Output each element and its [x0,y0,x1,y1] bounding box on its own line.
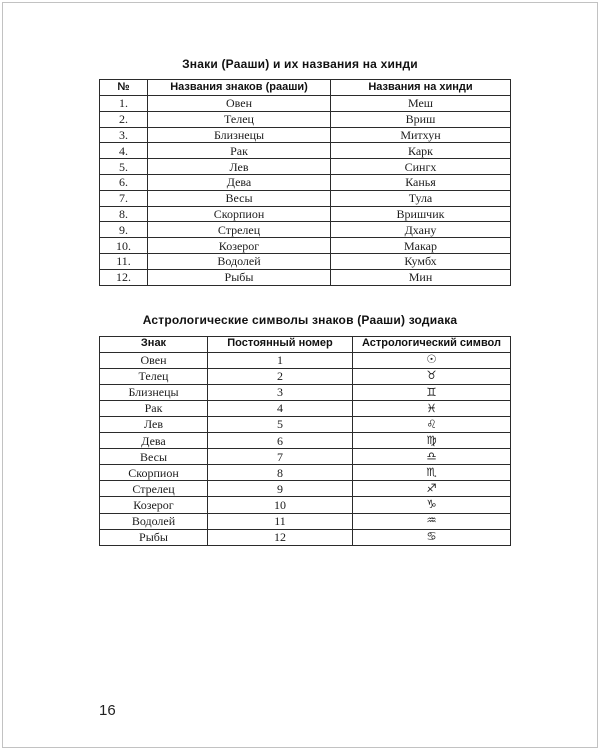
table-row [100,206,511,222]
table-cell: Сингх [331,159,511,175]
column-header-sign-names: Названия знаков (рааши) [148,80,331,96]
table-cell: Карк [331,143,511,159]
table-cell: ♏ [353,465,511,481]
table-cell: Рыбы [148,269,331,285]
table-cell: 10 [208,497,353,513]
table-cell: 5. [100,159,148,175]
table-cell: 8. [100,206,148,222]
table-row [100,400,511,416]
table-cell: 8 [208,465,353,481]
table-cell: 1 [208,352,353,368]
table-header-row [100,336,511,352]
column-header-permanent-number: Постоянный номер [208,336,353,352]
table-cell: Меш [331,96,511,112]
table-row [100,529,511,545]
table-cell: Митхун [331,127,511,143]
table-cell: 11 [208,513,353,529]
table-row [100,497,511,513]
table-cell: Рак [100,400,208,416]
table-row [100,190,511,206]
rashi-names-table [99,79,511,286]
table-cell: 3 [208,384,353,400]
table-cell: Стрелец [148,222,331,238]
table-row [100,433,511,449]
table-cell: ♋ [353,529,511,545]
table-cell: Весы [148,190,331,206]
table-cell: 1. [100,96,148,112]
table-cell: Рак [148,143,331,159]
table-cell: Мин [331,269,511,285]
table-cell: Вришчик [331,206,511,222]
table-row [100,481,511,497]
table-row [100,352,511,368]
table-cell: Козерог [100,497,208,513]
page [0,57,600,546]
column-header-hindi-names: Названия на хинди [331,80,511,96]
table-cell: ♑ [353,497,511,513]
table-cell: Кумбх [331,253,511,269]
table-cell: 4. [100,143,148,159]
table-cell: 5 [208,416,353,432]
table-cell: Телец [148,111,331,127]
table-cell: Дева [100,433,208,449]
table-cell: Стрелец [100,481,208,497]
table-row [100,111,511,127]
table-row [100,143,511,159]
table-cell: Водолей [148,253,331,269]
table-cell: 3. [100,127,148,143]
table-row [100,222,511,238]
table-cell: Канья [331,174,511,190]
table-cell: Макар [331,238,511,254]
table-cell: 11. [100,253,148,269]
table-cell: Весы [100,449,208,465]
table-header-row [100,80,511,96]
table-cell: ♎ [353,449,511,465]
table-cell: Рыбы [100,529,208,545]
table-row [100,416,511,432]
table-row [100,513,511,529]
column-header-sign: Знак [100,336,208,352]
table-cell: ♐ [353,481,511,497]
table-row [100,159,511,175]
rashi-symbols-table [99,336,511,546]
table-cell: Овен [148,96,331,112]
table-cell: Лев [100,416,208,432]
table-cell: ♌ [353,416,511,432]
table-row [100,384,511,400]
table-cell: ♒ [353,513,511,529]
table-cell: 12 [208,529,353,545]
table-cell: 9. [100,222,148,238]
table-cell: ♊ [353,384,511,400]
table-cell: Овен [100,352,208,368]
column-header-astro-symbol: Астрологический символ [353,336,511,352]
table-cell: Телец [100,368,208,384]
table-cell: 12. [100,269,148,285]
table-cell: 2 [208,368,353,384]
table-cell: ♍ [353,433,511,449]
table-cell: Вриш [331,111,511,127]
table-row [100,465,511,481]
table-row [100,368,511,384]
table-row [100,174,511,190]
table-cell: Близнецы [148,127,331,143]
table-cell: 10. [100,238,148,254]
table-cell: Козерог [148,238,331,254]
table-cell: 9 [208,481,353,497]
table-cell: 4 [208,400,353,416]
table-cell: 6. [100,174,148,190]
table-row [100,96,511,112]
table-cell: ☉ [353,352,511,368]
table-row [100,449,511,465]
rashi-names-title: Знаки (Рааши) и их названия на хинди [182,57,418,71]
table-cell: ♓ [353,400,511,416]
table-cell: ♉ [353,368,511,384]
table-row [100,269,511,285]
table-cell: Дхану [331,222,511,238]
rashi-symbols-title: Астрологические символы знаков (Рааши) зодиака [142,312,458,327]
table-cell: 6 [208,433,353,449]
table-cell: Скорпион [148,206,331,222]
table-cell: Лев [148,159,331,175]
table-cell: Тула [331,190,511,206]
page-number: 16 [99,702,116,719]
table-cell: 7. [100,190,148,206]
table-cell: Близнецы [100,384,208,400]
table-cell: 7 [208,449,353,465]
table-row [100,238,511,254]
table-row [100,253,511,269]
column-header-number: № [100,80,148,96]
table-cell: Дева [148,174,331,190]
table-cell: Водолей [100,513,208,529]
table-cell: 2. [100,111,148,127]
table-cell: Скорпион [100,465,208,481]
table-row [100,127,511,143]
